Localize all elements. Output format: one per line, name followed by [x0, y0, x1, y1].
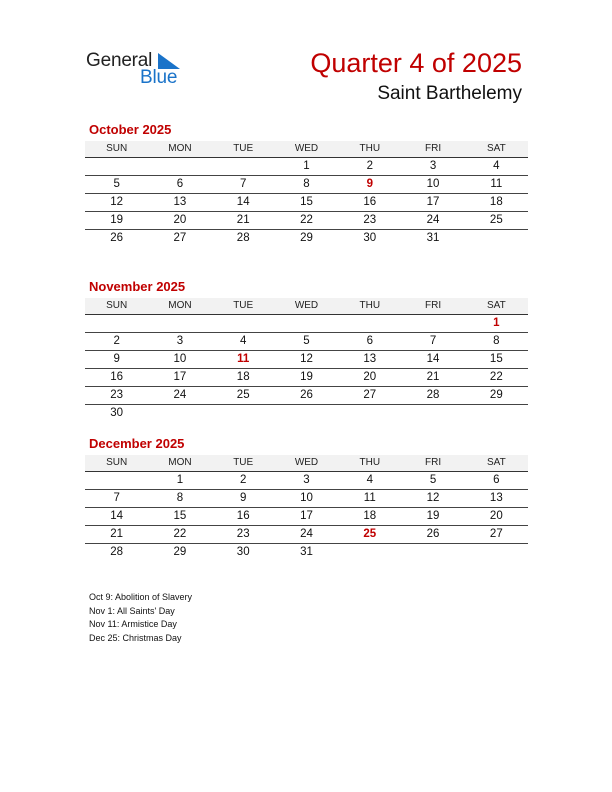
day-cell: 27	[173, 232, 187, 244]
day-cell: 29	[489, 389, 503, 401]
empty-day-cell	[212, 315, 275, 332]
holiday-note: Nov 11: Armistice Day	[89, 619, 177, 630]
month-title: November 2025	[89, 279, 186, 294]
day-cell: 31	[426, 232, 440, 244]
week-rows	[85, 158, 528, 247]
holiday-day-cell: 1	[493, 317, 500, 329]
weekday-header	[85, 298, 528, 315]
day-cell: 1	[176, 474, 184, 486]
empty-day-cell	[148, 405, 211, 422]
empty-day-cell	[465, 544, 528, 561]
day-cell: 27	[363, 389, 377, 401]
weekday-header	[85, 141, 528, 158]
day-cell: 18	[236, 371, 250, 383]
month-november	[85, 279, 528, 422]
day-cell: 28	[236, 232, 250, 244]
weekday-label: THU	[359, 300, 381, 311]
day-cell: 14	[110, 510, 124, 522]
empty-day-cell	[338, 315, 401, 332]
day-cell: 13	[489, 492, 503, 504]
day-cell: 29	[173, 546, 187, 558]
day-cell: 16	[363, 196, 377, 208]
weekday-label: WED	[294, 143, 319, 154]
day-cell: 22	[173, 528, 187, 540]
empty-day-cell	[465, 405, 528, 422]
page-subtitle: Saint Barthelemy	[377, 83, 522, 104]
holiday-day-cell: 9	[366, 178, 373, 190]
empty-day-cell	[275, 405, 338, 422]
day-cell: 12	[426, 492, 440, 504]
day-cell: 14	[426, 353, 440, 365]
weekday-label: MON	[168, 457, 192, 468]
week-row	[85, 315, 528, 333]
logo-text-blue: Blue	[140, 67, 178, 88]
day-cell: 8	[493, 335, 500, 347]
empty-day-cell	[85, 472, 148, 489]
empty-day-cell	[148, 158, 211, 175]
day-cell: 23	[363, 214, 377, 226]
holiday-note: Nov 1: All Saints' Day	[89, 605, 175, 616]
day-cell: 17	[300, 510, 313, 522]
weekday-label: TUE	[233, 457, 254, 468]
weekday-label: TUE	[233, 143, 254, 154]
day-cell: 4	[366, 474, 373, 486]
day-cell: 8	[303, 178, 310, 190]
weekday-label: MON	[168, 143, 192, 154]
day-cell: 26	[426, 528, 440, 540]
day-cell: 20	[173, 214, 187, 226]
day-cell: 24	[173, 389, 187, 401]
empty-day-cell	[85, 315, 148, 332]
day-cell: 22	[300, 214, 313, 226]
empty-day-cell	[401, 544, 464, 561]
day-cell: 19	[300, 371, 313, 383]
day-cell: 15	[489, 353, 503, 365]
day-cell: 15	[173, 510, 187, 522]
weekday-label: SAT	[486, 143, 506, 154]
month-october	[85, 122, 528, 247]
week-row	[85, 526, 528, 544]
day-cell: 19	[110, 214, 124, 226]
empty-day-cell	[212, 158, 275, 175]
day-cell: 14	[236, 196, 250, 208]
day-cell: 3	[303, 474, 310, 486]
day-cell: 28	[426, 389, 440, 401]
day-cell: 24	[426, 214, 440, 226]
empty-day-cell	[338, 544, 401, 561]
holiday-day-cell: 11	[237, 353, 250, 365]
empty-day-cell	[401, 315, 464, 332]
day-cell: 9	[113, 353, 120, 365]
day-cell: 10	[426, 178, 440, 190]
day-cell: 24	[300, 528, 313, 540]
day-cell: 16	[236, 510, 250, 522]
day-cell: 13	[363, 353, 377, 365]
empty-day-cell	[401, 405, 464, 422]
day-cell: 12	[110, 196, 124, 208]
day-cell: 17	[426, 196, 440, 208]
day-cell: 30	[236, 546, 250, 558]
day-cell: 12	[300, 353, 313, 365]
day-cell: 21	[426, 371, 440, 383]
week-rows	[85, 472, 528, 561]
holiday-note: Oct 9: Abolition of Slavery	[89, 592, 193, 602]
day-cell: 6	[366, 335, 373, 347]
weekday-label: SUN	[106, 143, 128, 154]
day-cell: 7	[240, 178, 247, 190]
month-title: October 2025	[89, 122, 172, 137]
empty-day-cell	[85, 158, 148, 175]
week-row	[85, 490, 528, 508]
weekday-label: FRI	[424, 300, 442, 311]
week-rows	[85, 315, 528, 422]
day-cell: 2	[366, 160, 373, 172]
day-cell: 9	[240, 492, 247, 504]
day-cell: 6	[493, 474, 500, 486]
day-cell: 15	[300, 196, 313, 208]
day-cell: 5	[113, 178, 120, 190]
week-row	[85, 230, 528, 247]
day-cell: 18	[489, 196, 503, 208]
holiday-note: Dec 25: Christmas Day	[89, 633, 182, 644]
empty-day-cell	[275, 315, 338, 332]
week-row	[85, 333, 528, 351]
empty-day-cell	[212, 405, 275, 422]
day-cell: 25	[236, 389, 250, 401]
weekday-header	[85, 455, 528, 472]
empty-day-cell	[148, 315, 211, 332]
day-cell: 5	[303, 335, 310, 347]
day-cell: 30	[110, 407, 124, 419]
week-row	[85, 194, 528, 212]
day-cell: 10	[300, 492, 313, 504]
weekday-label: TUE	[233, 300, 254, 311]
day-cell: 1	[303, 160, 310, 172]
day-cell: 3	[429, 160, 437, 172]
day-cell: 22	[489, 371, 503, 383]
day-cell: 20	[363, 371, 377, 383]
day-cell: 6	[176, 178, 184, 190]
holiday-notes	[89, 591, 192, 646]
week-row	[85, 405, 528, 422]
weekday-label: WED	[294, 300, 319, 311]
day-cell: 25	[489, 214, 503, 226]
weekday-label: SUN	[106, 457, 128, 468]
month-december	[85, 436, 528, 561]
day-cell: 27	[489, 528, 503, 540]
month-title: December 2025	[89, 436, 185, 451]
day-cell: 20	[489, 510, 503, 522]
weekday-label: FRI	[424, 457, 442, 468]
week-row	[85, 508, 528, 526]
day-cell: 21	[236, 214, 250, 226]
week-row	[85, 472, 528, 490]
day-cell: 28	[110, 546, 124, 558]
day-cell: 29	[300, 232, 313, 244]
day-cell: 4	[493, 160, 500, 172]
day-cell: 23	[236, 528, 250, 540]
week-row	[85, 176, 528, 194]
day-cell: 21	[110, 528, 124, 540]
weekday-label: THU	[359, 457, 381, 468]
day-cell: 16	[110, 371, 124, 383]
day-cell: 31	[300, 546, 313, 558]
day-cell: 10	[173, 353, 187, 365]
weekday-label: SAT	[486, 457, 506, 468]
day-cell: 8	[176, 492, 184, 504]
week-row	[85, 212, 528, 230]
empty-day-cell	[465, 230, 528, 247]
day-cell: 17	[173, 371, 187, 383]
day-cell: 5	[429, 474, 437, 486]
week-row	[85, 544, 528, 561]
page-title: Quarter 4 of 2025	[310, 48, 522, 78]
day-cell: 30	[363, 232, 377, 244]
empty-day-cell	[338, 405, 401, 422]
day-cell: 26	[300, 389, 313, 401]
day-cell: 7	[113, 492, 120, 504]
day-cell: 13	[173, 196, 187, 208]
day-cell: 2	[113, 335, 120, 347]
day-cell: 11	[490, 178, 503, 190]
day-cell: 19	[426, 510, 440, 522]
day-cell: 3	[176, 335, 184, 347]
logo-text-general: General	[86, 50, 153, 71]
weekday-label: THU	[359, 143, 381, 154]
weekday-label: WED	[294, 457, 319, 468]
week-row	[85, 387, 528, 405]
weekday-label: MON	[168, 300, 192, 311]
week-row	[85, 369, 528, 387]
holiday-day-cell: 25	[363, 528, 377, 540]
week-row	[85, 351, 528, 369]
week-row	[85, 158, 528, 176]
day-cell: 26	[110, 232, 124, 244]
generalblue-logo	[86, 50, 196, 90]
day-cell: 2	[240, 474, 247, 486]
day-cell: 4	[240, 335, 247, 347]
weekday-label: SAT	[486, 300, 506, 311]
day-cell: 11	[363, 492, 376, 504]
weekday-label: FRI	[424, 143, 442, 154]
day-cell: 23	[110, 389, 124, 401]
day-cell: 18	[363, 510, 377, 522]
weekday-label: SUN	[106, 300, 128, 311]
day-cell: 7	[429, 335, 437, 347]
